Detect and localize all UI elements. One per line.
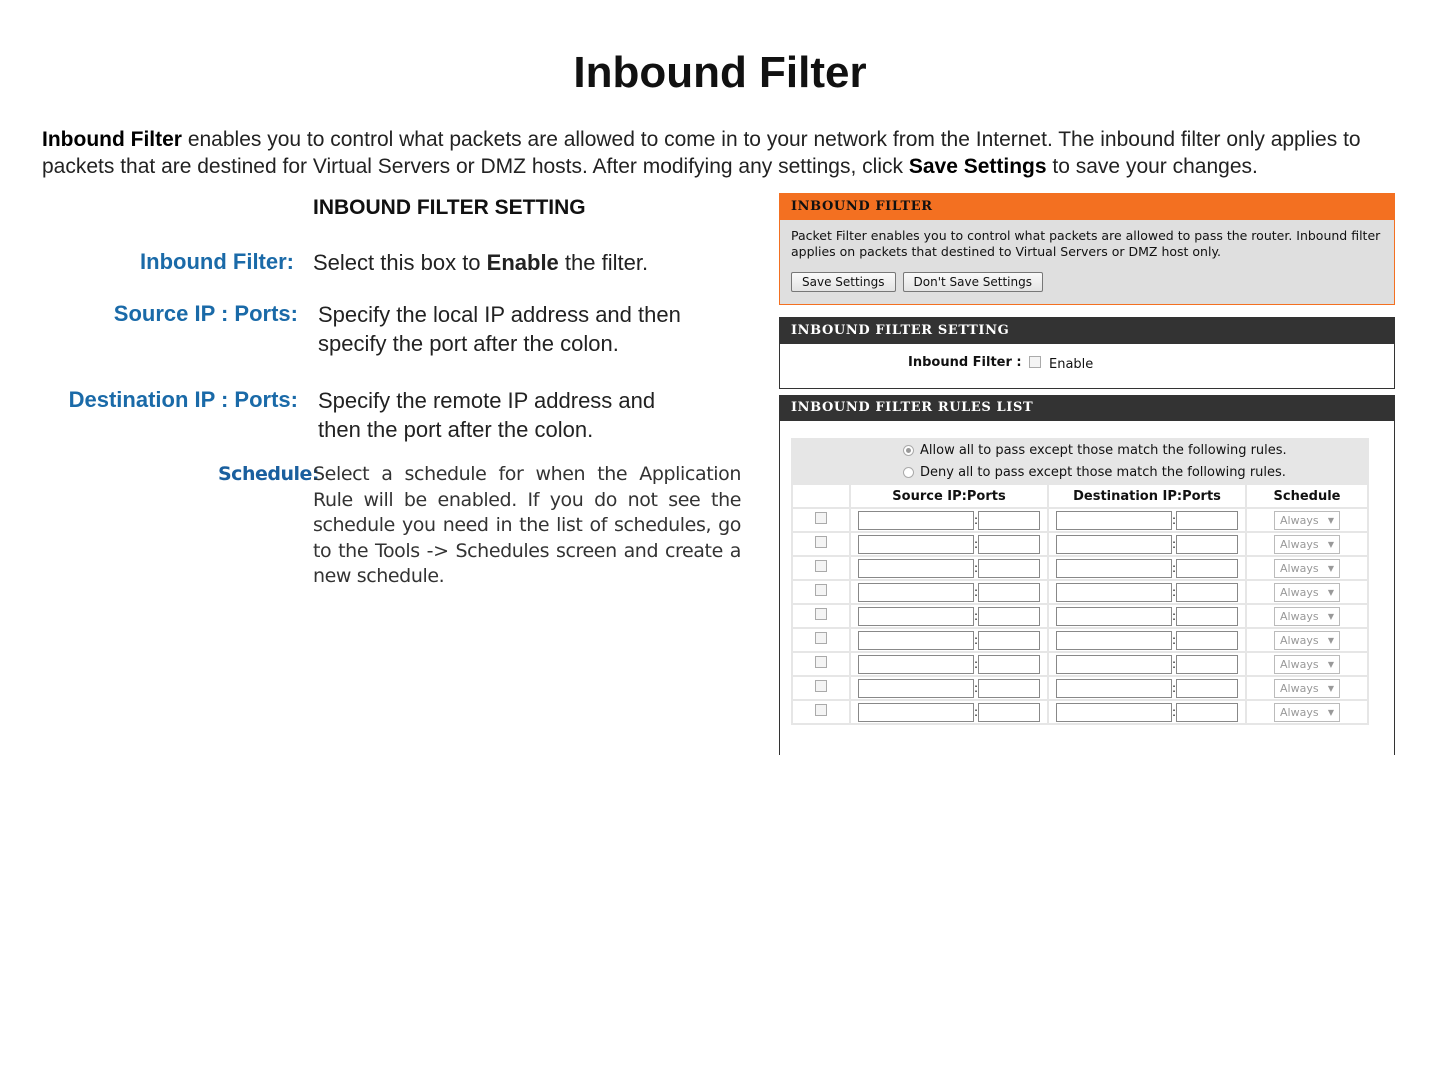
source-port-input[interactable] (978, 559, 1040, 578)
source-colon: : (974, 513, 979, 527)
source-cell (851, 509, 1047, 531)
dest-colon: : (1172, 657, 1177, 671)
schedule-select[interactable] (1274, 607, 1340, 626)
schedule-select[interactable] (1274, 631, 1340, 650)
dest-cell (1049, 533, 1245, 555)
rule-enable-cell (793, 605, 849, 627)
source-cell (851, 677, 1047, 699)
source-cell (851, 533, 1047, 555)
rule-row (793, 629, 1367, 651)
inbound-filter-setting-header: INBOUND FILTER SETTING (780, 318, 1394, 344)
source-colon: : (974, 561, 979, 575)
chevron-down-icon: ▼ (1327, 611, 1334, 621)
def-source-ip-ports (318, 300, 758, 358)
source-port-input[interactable] (978, 535, 1040, 554)
rules-container (791, 438, 1369, 725)
intro-paragraph (42, 126, 1412, 180)
rule-row (793, 509, 1367, 531)
def-inbound-filter-post: the filter. (558, 250, 649, 275)
rule-enable-cell (793, 557, 849, 579)
intro-text-2: to save your changes. (1046, 155, 1258, 178)
chevron-down-icon: ▼ (1327, 563, 1334, 573)
schedule-select-value: Always (1280, 705, 1319, 719)
schedule-cell (1247, 677, 1367, 699)
schedule-select-value: Always (1280, 657, 1319, 671)
dest-ip-input[interactable] (1056, 679, 1172, 698)
col-schedule-header: Schedule (1247, 485, 1367, 507)
chevron-down-icon: ▼ (1327, 683, 1334, 693)
dest-colon: : (1172, 585, 1177, 599)
schedule-cell (1247, 605, 1367, 627)
rule-enable-checkbox[interactable] (815, 704, 827, 716)
inbound-filter-setting-body (780, 344, 1394, 388)
dest-port-input[interactable] (1176, 583, 1238, 602)
term-destination-ip-ports: Destination IP : Ports: (68, 387, 298, 412)
schedule-select-value: Always (1280, 513, 1319, 527)
term-source-ip-ports: Source IP : Ports: (113, 301, 298, 326)
enable-checkbox[interactable] (1029, 356, 1041, 368)
inbound-filter-rules-header: INBOUND FILTER RULES LIST (780, 395, 1394, 421)
dest-cell (1049, 677, 1245, 699)
chevron-down-icon: ▼ (1327, 515, 1334, 525)
dest-ip-input[interactable] (1056, 583, 1172, 602)
rule-enable-checkbox[interactable] (815, 608, 827, 620)
def-inbound-filter (313, 248, 753, 277)
rule-enable-checkbox[interactable] (815, 560, 827, 572)
dest-colon: : (1172, 705, 1177, 719)
source-ip-input[interactable] (858, 631, 974, 650)
dest-cell (1049, 629, 1245, 651)
def-schedule: Select a schedule for when the Application Rule will be enabled. If you do not see the schedule you need in the list of schedules, go to the Tools -> Schedules screen and create a new schedule. (313, 463, 741, 587)
enable-label: Enable (1049, 357, 1094, 372)
inbound-filter-panel (779, 193, 1395, 305)
intro-lead: Inbound Filter (42, 128, 182, 151)
rules-table (791, 483, 1369, 725)
chevron-down-icon: ▼ (1327, 635, 1334, 645)
dest-port-input[interactable] (1176, 559, 1238, 578)
rule-enable-cell (793, 581, 849, 603)
source-port-input[interactable] (978, 703, 1040, 722)
source-colon: : (974, 705, 979, 719)
source-ip-input[interactable] (858, 559, 974, 578)
panel-description: Packet Filter enables you to control what packets are allowed to pass the router. Inbound filter applies on packets that destined to Virtual Servers or DMZ host only. (791, 228, 1381, 259)
schedule-select[interactable] (1274, 559, 1340, 578)
source-port-input[interactable] (978, 631, 1040, 650)
radio-deny[interactable] (903, 467, 914, 478)
source-port-input[interactable] (978, 607, 1040, 626)
def-destination-line1: Specify the remote IP address and (318, 388, 656, 413)
dest-port-input[interactable] (1176, 703, 1238, 722)
source-cell (851, 701, 1047, 723)
dest-ip-input[interactable] (1056, 607, 1172, 626)
schedule-cell (1247, 557, 1367, 579)
schedule-select-value: Always (1280, 537, 1319, 551)
dest-colon: : (1172, 513, 1177, 527)
rule-enable-cell (793, 533, 849, 555)
source-ip-input[interactable] (858, 655, 974, 674)
term-schedule: Schedule: (218, 463, 319, 485)
radio-deny-label: Deny all to pass except those match the following rules. (920, 464, 1286, 480)
rule-row (793, 605, 1367, 627)
inbound-filter-panel-header: INBOUND FILTER (780, 194, 1394, 220)
schedule-select[interactable] (1274, 535, 1340, 554)
source-colon: : (974, 657, 979, 671)
source-cell (851, 581, 1047, 603)
source-ip-input[interactable] (858, 511, 974, 530)
schedule-select[interactable] (1274, 679, 1340, 698)
source-port-input[interactable] (978, 679, 1040, 698)
rule-enable-checkbox[interactable] (815, 512, 827, 524)
schedule-select-value: Always (1280, 681, 1319, 695)
col-source-header: Source IP:Ports (851, 485, 1047, 507)
dest-ip-input[interactable] (1056, 559, 1172, 578)
dest-ip-input[interactable] (1056, 703, 1172, 722)
dest-cell (1049, 653, 1245, 675)
source-ip-input[interactable] (858, 607, 974, 626)
schedule-select-value: Always (1280, 561, 1319, 575)
dest-port-input[interactable] (1176, 535, 1238, 554)
page-title: Inbound Filter (573, 48, 867, 97)
intro-text-1: enables you to control what packets are allowed to come in to your network from the Internet. The inbound filter only applies to packets that are destined for Virtual Servers or DMZ hosts. After modifying any settings, click (42, 128, 1361, 178)
chevron-down-icon: ▼ (1327, 587, 1334, 597)
schedule-cell (1247, 581, 1367, 603)
dest-colon: : (1172, 633, 1177, 647)
source-ip-input[interactable] (858, 703, 974, 722)
dest-port-input[interactable] (1176, 631, 1238, 650)
rule-enable-checkbox[interactable] (815, 584, 827, 596)
dest-ip-input[interactable] (1056, 655, 1172, 674)
schedule-cell (1247, 509, 1367, 531)
schedule-select-value: Always (1280, 609, 1319, 623)
source-colon: : (974, 609, 979, 623)
source-colon: : (974, 633, 979, 647)
rule-enable-cell (793, 677, 849, 699)
radio-deny-row[interactable] (791, 461, 1369, 483)
source-colon: : (974, 537, 979, 551)
intro-save-settings: Save Settings (908, 155, 1047, 178)
schedule-select-value: Always (1280, 633, 1319, 647)
rules-table-body (793, 509, 1367, 723)
schedule-select[interactable] (1274, 511, 1340, 530)
schedule-select[interactable] (1274, 583, 1340, 602)
source-port-input[interactable] (978, 583, 1040, 602)
schedule-cell (1247, 629, 1367, 651)
source-cell (851, 557, 1047, 579)
dest-cell (1049, 509, 1245, 531)
inbound-filter-setting-panel (779, 317, 1395, 389)
def-destination-line2: then the port after the colon. (318, 417, 594, 442)
dest-port-input[interactable] (1176, 607, 1238, 626)
rule-enable-cell (793, 653, 849, 675)
chevron-down-icon: ▼ (1327, 707, 1334, 717)
schedule-cell (1247, 653, 1367, 675)
rules-header-row (793, 485, 1367, 507)
schedule-cell (1247, 701, 1367, 723)
section-heading: INBOUND FILTER SETTING (313, 196, 586, 219)
rule-enable-checkbox[interactable] (815, 680, 827, 692)
source-ip-input[interactable] (858, 679, 974, 698)
dest-ip-input[interactable] (1056, 511, 1172, 530)
def-inbound-filter-pre: Select this box to (313, 250, 487, 275)
rule-enable-checkbox[interactable] (815, 656, 827, 668)
dest-ip-input[interactable] (1056, 535, 1172, 554)
inbound-filter-rules-panel (779, 395, 1395, 755)
rule-enable-cell (793, 629, 849, 651)
schedule-select[interactable] (1274, 703, 1340, 722)
dest-cell (1049, 605, 1245, 627)
def-inbound-filter-bold: Enable (486, 250, 559, 275)
def-source-line1: Specify the local IP address and then (318, 302, 681, 327)
schedule-cell (1247, 533, 1367, 555)
inbound-filter-label: Inbound Filter : (908, 355, 1022, 370)
dest-cell (1049, 701, 1245, 723)
dest-cell (1049, 581, 1245, 603)
dont-save-settings-button[interactable]: Don't Save Settings (903, 272, 1044, 292)
source-port-input[interactable] (978, 655, 1040, 674)
rule-enable-cell (793, 509, 849, 531)
rule-row (793, 581, 1367, 603)
source-cell (851, 629, 1047, 651)
source-ip-input[interactable] (858, 583, 974, 602)
rule-row (793, 653, 1367, 675)
chevron-down-icon: ▼ (1327, 539, 1334, 549)
dest-port-input[interactable] (1176, 679, 1238, 698)
def-source-line2: specify the port after the colon. (318, 331, 619, 356)
source-cell (851, 605, 1047, 627)
dest-cell (1049, 557, 1245, 579)
rule-enable-checkbox[interactable] (815, 536, 827, 548)
rule-row (793, 557, 1367, 579)
radio-allow-row[interactable] (791, 438, 1369, 461)
dest-colon: : (1172, 537, 1177, 551)
dest-colon: : (1172, 561, 1177, 575)
rule-row (793, 533, 1367, 555)
rule-row (793, 701, 1367, 723)
col-dest-header: Destination IP:Ports (1049, 485, 1245, 507)
rules-body (780, 421, 1394, 725)
save-settings-button[interactable]: Save Settings (791, 272, 896, 292)
def-destination-ip-ports (318, 386, 758, 444)
schedule-select-value: Always (1280, 585, 1319, 599)
dest-colon: : (1172, 609, 1177, 623)
source-cell (851, 653, 1047, 675)
col-checkbox-header (793, 485, 849, 507)
chevron-down-icon: ▼ (1327, 659, 1334, 669)
dest-port-input[interactable] (1176, 655, 1238, 674)
button-row (791, 272, 1383, 292)
dest-colon: : (1172, 681, 1177, 695)
source-port-input[interactable] (978, 511, 1040, 530)
dest-port-input[interactable] (1176, 511, 1238, 530)
rule-enable-cell (793, 701, 849, 723)
schedule-select[interactable] (1274, 655, 1340, 674)
radio-allow-label: Allow all to pass except those match the following rules. (920, 442, 1287, 458)
rule-row (793, 677, 1367, 699)
radio-allow[interactable] (903, 445, 914, 456)
source-colon: : (974, 681, 979, 695)
dest-ip-input[interactable] (1056, 631, 1172, 650)
source-colon: : (974, 585, 979, 599)
term-inbound-filter: Inbound Filter: (140, 249, 294, 274)
source-ip-input[interactable] (858, 535, 974, 554)
rule-enable-checkbox[interactable] (815, 632, 827, 644)
inbound-filter-panel-body (780, 220, 1394, 304)
